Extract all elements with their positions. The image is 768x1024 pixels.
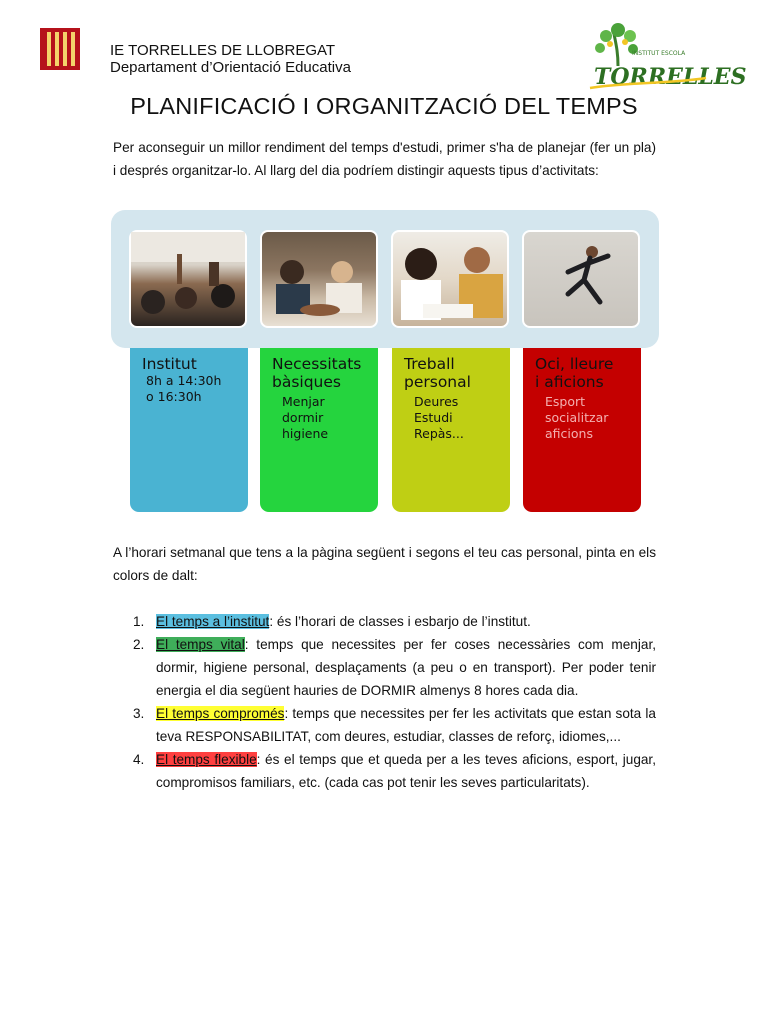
- sports-photo: [522, 230, 640, 328]
- card-institut: [130, 348, 248, 512]
- list-item: [113, 610, 656, 633]
- list-item: [113, 702, 656, 748]
- card-necessitats: [260, 348, 378, 512]
- list-item: [113, 633, 656, 702]
- card-title: Treball personal: [404, 355, 471, 391]
- card-title: Oci, lleure i aficions: [535, 355, 614, 391]
- classroom-photo: [129, 230, 247, 328]
- item-number: 1.: [133, 614, 145, 629]
- card-detail: 8h a 14:30h o 16:30h: [146, 373, 222, 404]
- highlighted-term: El temps vital: [156, 637, 245, 652]
- school-logo: [588, 22, 747, 94]
- department-name: Departament d’Orientació Educativa: [110, 59, 351, 76]
- highlighted-term: El temps flexible: [156, 752, 257, 767]
- item-text: : temps que necessites per fer coses necessàries com menjar, dormir, higiene personal, desplaçaments (a peu o en transport). Per poder tenir energia el dia següent hauries de DORMIR almenys 8 hores cada dia.: [156, 637, 656, 698]
- logo-text: TORRELLES: [594, 64, 747, 90]
- school-name: IE TORRELLES DE LLOBREGAT: [110, 42, 336, 59]
- highlighted-term: El temps compromés: [156, 706, 285, 721]
- logo-subtext: INSTITUT ESCOLA: [632, 50, 686, 57]
- item-number: 3.: [133, 706, 145, 721]
- generalitat-seal: [40, 28, 80, 70]
- highlighted-term: El temps a l’institut: [156, 614, 270, 629]
- card-detail: Esport socialitzar aficions: [545, 394, 609, 441]
- studying-photo: [391, 230, 509, 328]
- item-number: 4.: [133, 752, 145, 767]
- school-header: [110, 42, 351, 76]
- card-detail: Deures Estudi Repàs...: [414, 394, 464, 441]
- card-title: Necessitats bàsiques: [272, 355, 362, 391]
- card-detail: Menjar dormir higiene: [282, 394, 329, 441]
- card-oci: [523, 348, 641, 512]
- item-text: : temps que necessites per fer les activitats que estan sota la teva RESPONSABILITAT, com deures, estudiar, classes de reforç, idiomes,...: [156, 706, 656, 744]
- intro-paragraph: Per aconseguir un millor rendiment del temps d'estudi, primer s'ha de planejar (fer un pla) i després organitzar-lo. Al llarg del dia podríem distingir aquests tipus d’activitats:: [113, 140, 656, 178]
- card-treball: [392, 348, 510, 512]
- page-title: PLANIFICACIÓ I ORGANITZACIÓ DEL TEMPS: [130, 93, 638, 119]
- list-item: [113, 748, 656, 794]
- item-text: : és el temps que et queda per a les teves aficions, esport, jugar, compromisos familiars, etc. (cada cas pot tenir les seves particularitats).: [156, 752, 656, 790]
- eating-photo: [260, 230, 378, 328]
- card-title: Institut: [142, 355, 197, 373]
- instructions-paragraph: A l’horari setmanal que tens a la pàgina següent i segons el teu cas personal, pinta en els colors de dalt:: [113, 545, 656, 583]
- time-types-list: [113, 610, 656, 794]
- item-number: 2.: [133, 637, 145, 652]
- item-text: : és l’horari de classes i esbarjo de l’institut.: [269, 614, 531, 629]
